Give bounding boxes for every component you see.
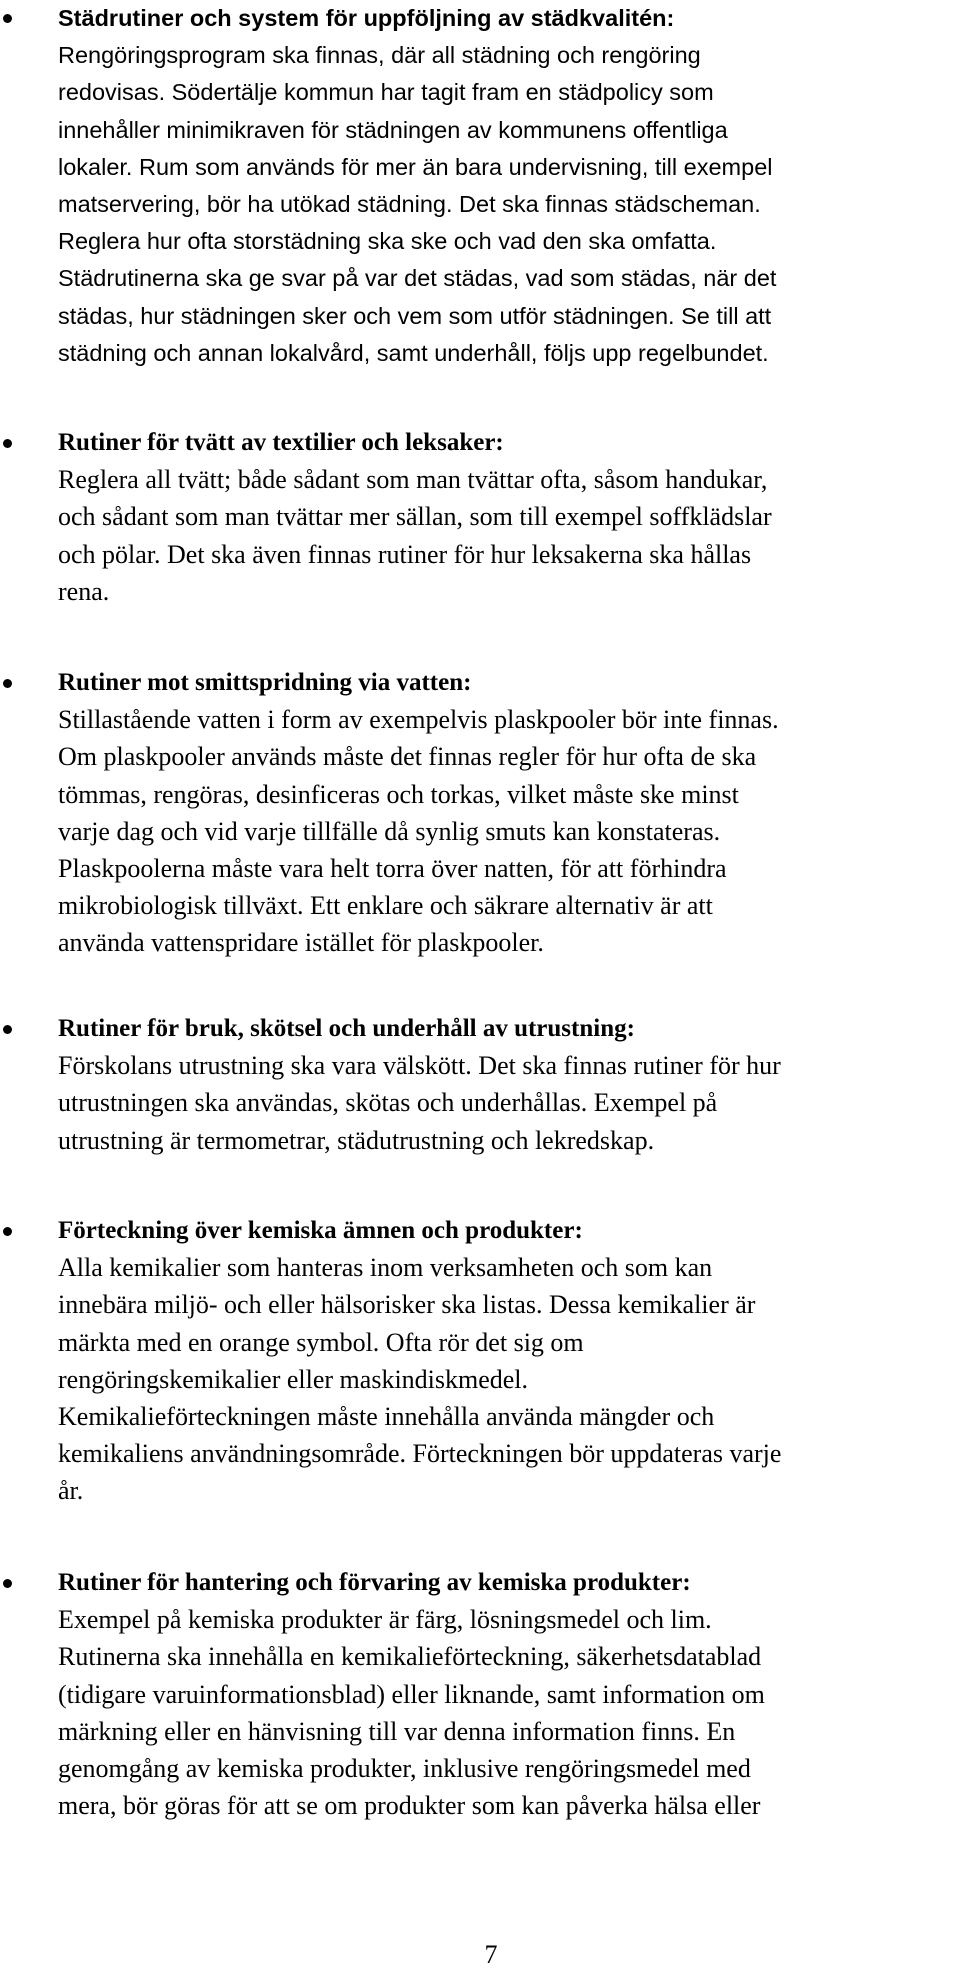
body-line: använda vattenspridare istället för plaskpooler.	[58, 928, 544, 958]
body-line: genomgång av kemiska produkter, inklusive rengöringsmedel med	[58, 1754, 751, 1784]
body-line: märkning eller en hänvisning till var denna information finns. En	[58, 1716, 736, 1746]
section-heading: Rutiner för tvätt av textilier och leksaker:	[58, 429, 504, 456]
body-line: och pölar. Det ska även finnas rutiner för hur leksakerna ska hållas	[58, 539, 752, 569]
body-line: Om plaskpooler används måste det finnas regler för hur ofta de ska	[58, 742, 757, 772]
section-heading: Städrutiner och system för uppföljning av städkvalitén:	[58, 5, 675, 31]
list-item-content	[58, 424, 960, 610]
body-line: utrustningen ska användas, skötas och underhållas. Exempel på	[58, 1088, 718, 1118]
body-line: städning och annan lokalvård, samt underhåll, följs upp regelbundet.	[58, 339, 769, 366]
bullet-icon	[3, 439, 12, 448]
body-line: Reglera all tvätt; både sådant som man tvättar ofta, såsom handukar,	[58, 465, 768, 495]
body-line: innehåller minimikraven för städningen av kommunens offentliga	[58, 116, 728, 143]
body-line: utrustning är termometrar, städutrustning och lekredskap.	[58, 1125, 655, 1155]
list-item-content	[58, 1010, 960, 1159]
body-line: redovisas. Södertälje kommun har tagit fram en städpolicy som	[58, 79, 714, 106]
body-line: (tidigare varuinformationsblad) eller liknande, samt information om	[58, 1679, 765, 1709]
body-line: rengöringskemikalier eller maskindiskmedel.	[58, 1364, 529, 1394]
body-line: lokaler. Rum som används för mer än bara undervisning, till exempel	[58, 153, 773, 180]
bullet-icon	[3, 1025, 12, 1034]
list-item-content	[58, 664, 960, 962]
body-line: städas, hur städningen sker och vem som utför städningen. Se till att	[58, 302, 772, 329]
body-line: innebära miljö- och eller hälsorisker ska listas. Dessa kemikalier är	[58, 1290, 756, 1320]
list-item-content	[58, 0, 960, 372]
section-heading: Rutiner mot smittspridning via vatten:	[58, 669, 472, 696]
body-line: Städrutinerna ska ge svar på var det städas, vad som städas, när det	[58, 265, 777, 292]
section-heading: Förteckning över kemiska ämnen och produkter:	[58, 1217, 583, 1244]
body-line: märkta med en orange symbol. Ofta rör det sig om	[58, 1327, 584, 1357]
list-item-content	[58, 1212, 960, 1510]
body-line: kemikaliens användningsområde. Förteckningen bör uppdateras varje	[58, 1439, 782, 1469]
bullet-icon	[3, 1579, 12, 1588]
list-item-content	[58, 1564, 960, 1824]
body-line: mikrobiologisk tillväxt. Ett enklare och säkrare alternativ är att	[58, 891, 713, 921]
body-line: Alla kemikalier som hanteras inom verksamheten och som kan	[58, 1253, 713, 1283]
body-line: och sådant som man tvättar mer sällan, som till exempel soffklädslar	[58, 502, 772, 532]
bullet-icon	[3, 14, 12, 23]
body-line: mera, bör göras för att se om produkter som kan påverka hälsa eller	[58, 1791, 761, 1821]
section-heading: Rutiner för hantering och förvaring av kemiska produkter:	[58, 1569, 691, 1596]
page-number: 7	[484, 1940, 498, 1969]
body-line: Stillastående vatten i form av exempelvis plaskpooler bör inte finnas.	[58, 705, 779, 735]
body-line: tömmas, rengöras, desinficeras och torkas, vilket måste ske minst	[58, 779, 739, 809]
body-line: år.	[58, 1476, 84, 1506]
body-line: varje dag och vid varje tillfälle då synlig smuts kan konstateras.	[58, 816, 721, 846]
body-line: Reglera hur ofta storstädning ska ske och vad den ska omfatta.	[58, 228, 717, 255]
body-line: Plaskpoolerna måste vara helt torra över natten, för att förhindra	[58, 854, 727, 884]
body-line: rena.	[58, 576, 110, 606]
body-line: Förskolans utrustning ska vara välskött. Det ska finnas rutiner för hur	[58, 1051, 781, 1081]
body-line: matservering, bör ha utökad städning. Det ska finnas städscheman.	[58, 191, 761, 218]
body-line: Exempel på kemiska produkter är färg, lösningsmedel och lim.	[58, 1605, 712, 1635]
bullet-icon	[3, 1227, 12, 1236]
section-heading: Rutiner för bruk, skötsel och underhåll av utrustning:	[58, 1015, 635, 1042]
bullet-icon	[3, 679, 12, 688]
body-line: Rengöringsprogram ska finnas, där all städning och rengöring	[58, 42, 701, 69]
body-line: Kemikalieförteckningen måste innehålla använda mängder och	[58, 1402, 715, 1432]
body-line: Rutinerna ska innehålla en kemikalieförteckning, säkerhetsdatablad	[58, 1642, 762, 1672]
